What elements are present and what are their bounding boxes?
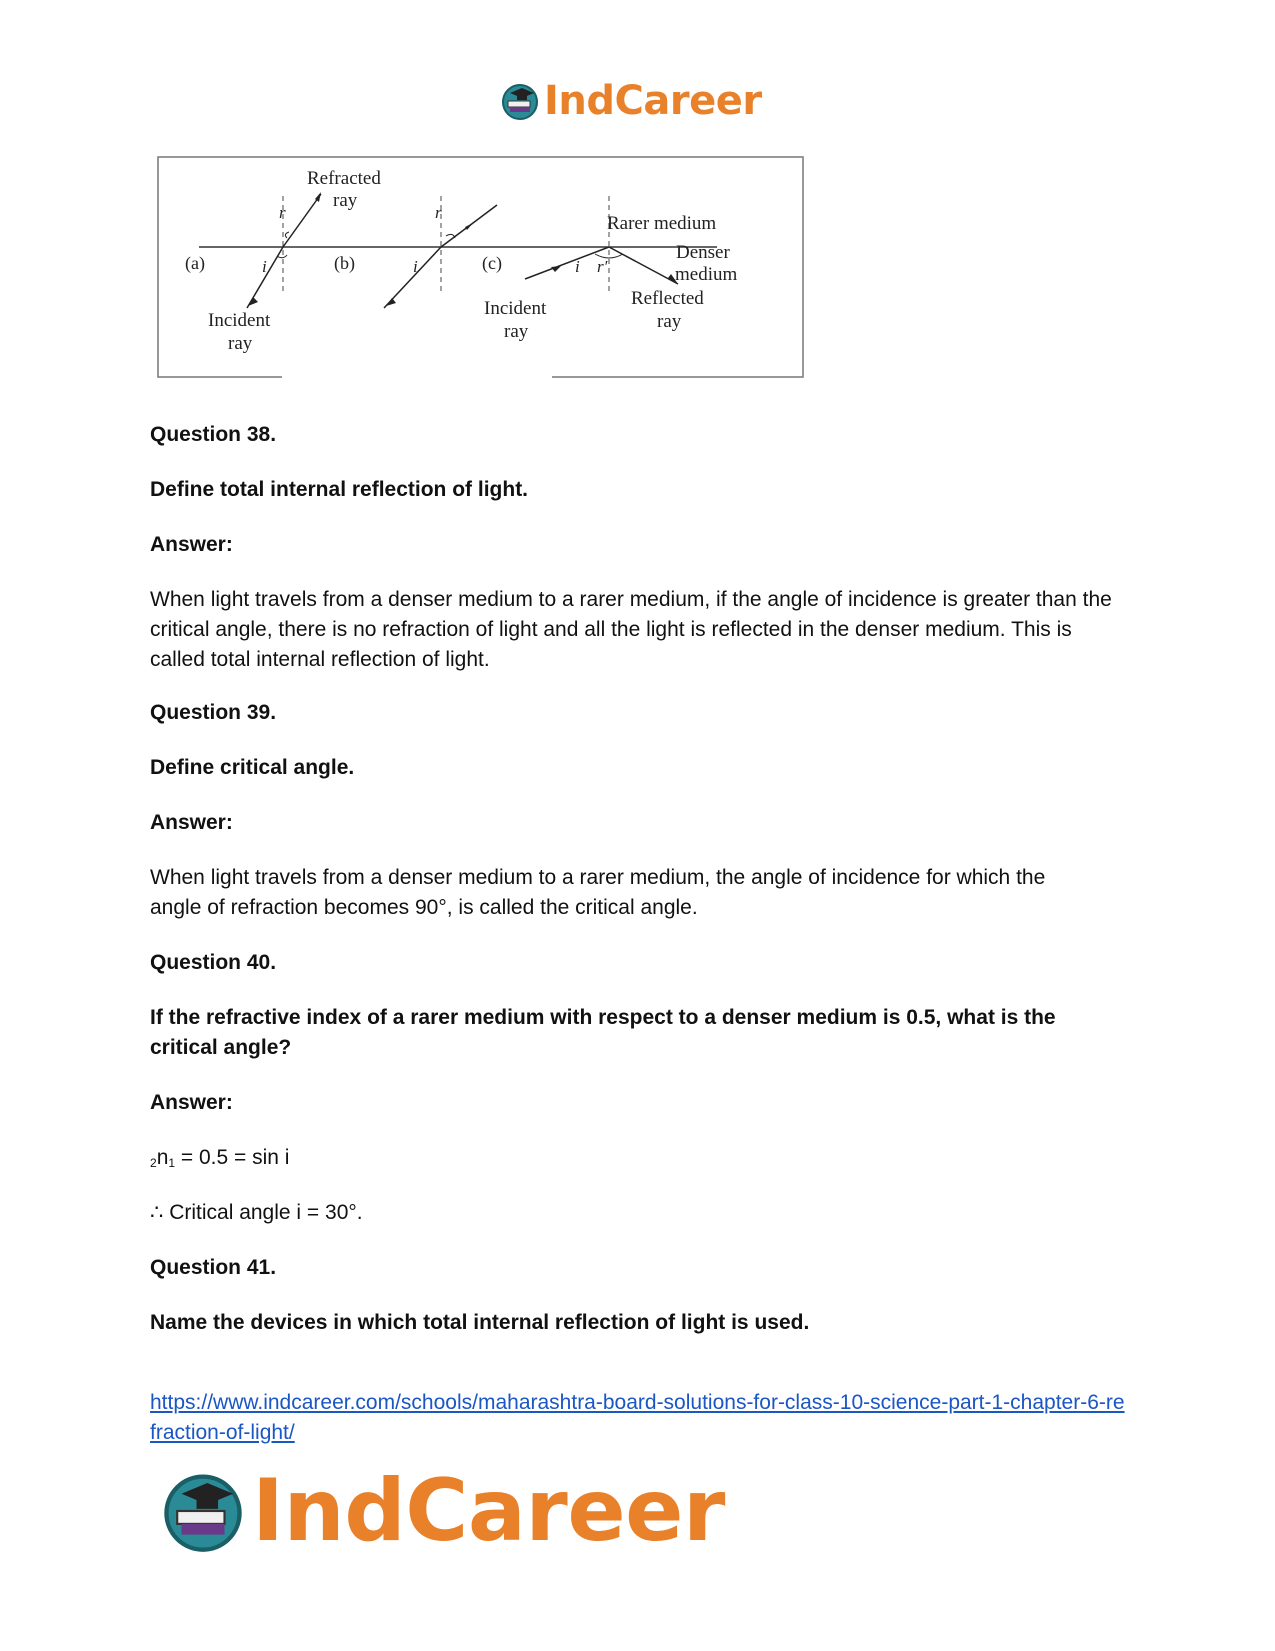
label-incident-c: Incident [484, 298, 547, 319]
question-39-text: Define critical angle. [150, 756, 355, 779]
answer-39-text: When light travels from a denser medium to a rarer medium, the angle of incidence for which the angle of refraction becomes 90°, is called the critical angle. [150, 866, 1046, 919]
answer-40-label: Answer: [150, 1091, 233, 1114]
label-incident-a: Incident [208, 310, 271, 331]
answer-39-label: Answer: [150, 811, 233, 834]
question-40-text: If the refractive index of a rarer medium with respect to a denser medium is 0.5, what is the critical angle? [150, 1006, 1056, 1059]
indcareer-logo-top [500, 78, 762, 124]
refraction-diagram [157, 156, 807, 381]
label-denser: Denser [676, 242, 730, 263]
label-denser-medium: medium [675, 264, 738, 285]
label-panel-a: (a) [185, 253, 205, 273]
answer-40-formula: $_2n_1 = 0.5 = \sin i$ [150, 1146, 290, 1170]
label-incident-ray-c: ray [504, 321, 529, 342]
answer-38-label: Answer: [150, 533, 233, 556]
indcareer-logo-bottom [160, 1461, 725, 1561]
footer-link-wrap [150, 1388, 1125, 1448]
label-incident-ray-a: ray [228, 333, 253, 354]
label-panel-c: (c) [482, 253, 502, 273]
logo-wordmark: IndCareer [544, 78, 762, 124]
question-41-label: Question 41. [150, 1256, 277, 1279]
question-40-label: Question 40. [150, 951, 277, 974]
question-41-text: Name the devices in which total internal reflection of light is used. [150, 1311, 810, 1334]
label-angle-i-b: i [413, 257, 418, 276]
logo-wordmark: IndCareer [252, 1461, 725, 1561]
globe-book-icon [160, 1468, 246, 1554]
label-reflected-ray: ray [657, 311, 682, 332]
label-reflected: Reflected [631, 288, 704, 309]
answer-38-text: When light travels from a denser medium to a rarer medium, if the angle of incidence is greater than the critical angle, there is no refraction of light and all the light is reflected in the denser medium. This is called total internal reflection of light. [150, 588, 1112, 671]
label-refracted: Refracted [307, 168, 381, 189]
question-39-label: Question 39. [150, 701, 277, 724]
question-38-label: Question 38. [150, 423, 277, 446]
label-panel-b: (b) [334, 253, 355, 273]
label-angle-i-a: i [262, 257, 267, 276]
question-38-text: Define total internal reflection of light. [150, 478, 529, 501]
label-rarer-medium: Rarer medium [607, 213, 717, 234]
answer-40-result: ∴ Critical angle i = 30°. [150, 1201, 363, 1224]
label-angle-r-prime: r′ [597, 257, 608, 276]
label-angle-i-c: i [575, 257, 580, 276]
source-link[interactable]: https://www.indcareer.com/schools/maharashtra-board-solutions-for-class-10-science-part-1-chapter-6-refraction-of-light/ [150, 1391, 1125, 1444]
label-refracted-ray: ray [333, 190, 358, 211]
label-angle-r-a: r [279, 203, 286, 222]
globe-book-icon [500, 81, 540, 121]
label-angle-r-b: r [435, 203, 442, 222]
